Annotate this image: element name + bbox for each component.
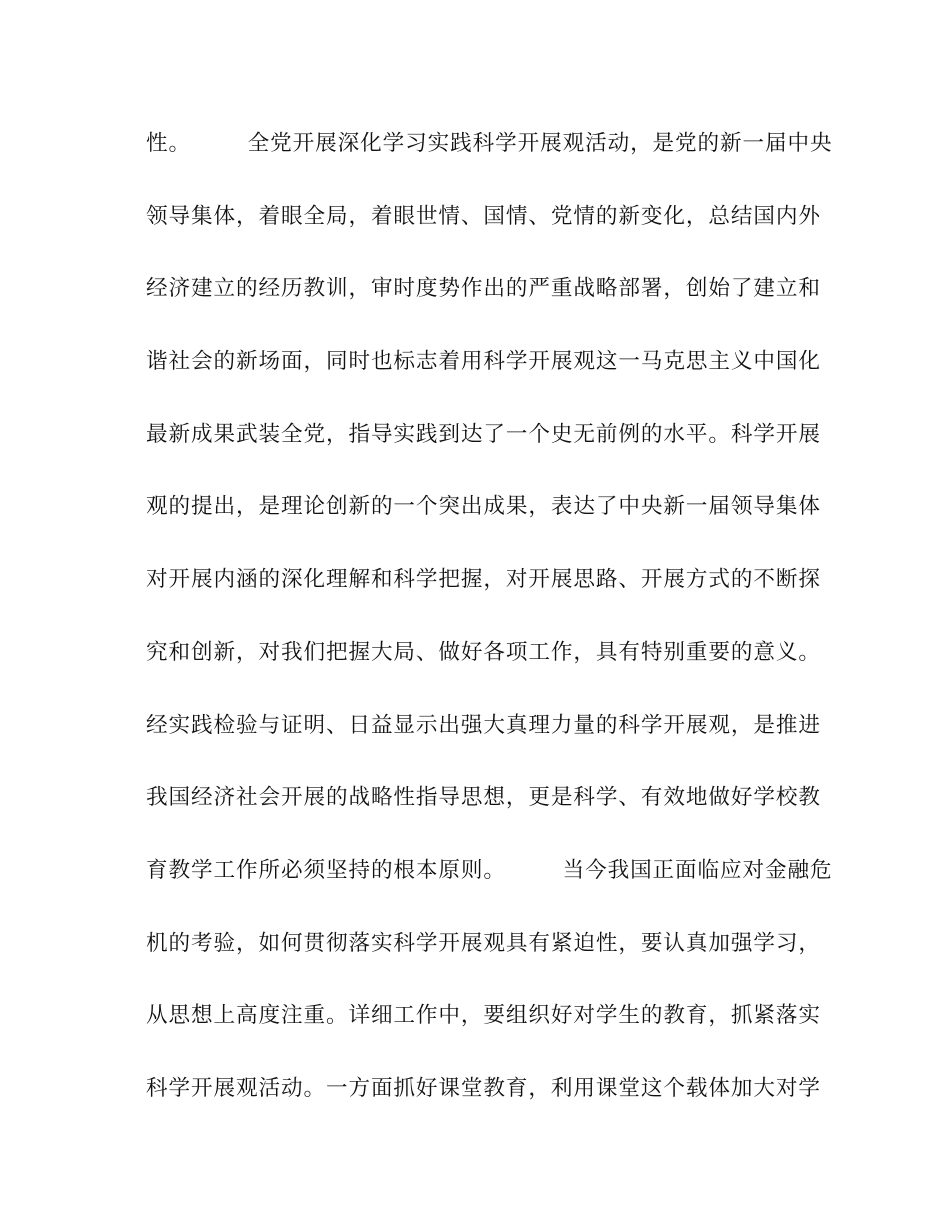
text-line: 性。 全党开展深化学习实践科学开展观活动，是党的新一届中央 — [146, 131, 833, 156]
text-line: 谐社会的新场面，同时也标志着用科学开展观这一马克思主义中国化 — [146, 349, 821, 375]
text-line: 经济建立的经历教训，审时度势作出的严重战略部署，创始了建立和 — [146, 276, 821, 302]
text-line: 究和创新，对我们把握大局、做好各项工作，具有特别重要的意义。 — [146, 639, 821, 665]
text-line: 经实践检验与证明、日益显示出强大真理力量的科学开展观，是推进 — [146, 712, 821, 738]
text-line: 我国经济社会开展的战略性指导思想，更是科学、有效地做好学校教 — [146, 785, 821, 811]
text-line: 科学开展观活动。一方面抓好课堂教育，利用课堂这个载体加大对学 — [146, 1075, 821, 1101]
body-text — [146, 122, 833, 1140]
text-line: 育教学工作所必须坚持的根本原则。 当今我国正面临应对金融危 — [146, 857, 833, 883]
text-line: 领导集体，着眼全局，着眼世情、国情、党情的新变化，总结国内外 — [146, 203, 821, 229]
text-line: 从思想上高度注重。详细工作中，要组织好对学生的教育，抓紧落实 — [146, 1003, 821, 1029]
text-line: 观的提出，是理论创新的一个突出成果，表达了中央新一届领导集体 — [146, 494, 821, 520]
text-line: 最新成果武装全党，指导实践到达了一个史无前例的水平。科学开展 — [146, 421, 821, 447]
text-line: 对开展内涵的深化理解和科学把握，对开展思路、开展方式的不断探 — [146, 567, 821, 593]
text-line: 机的考验，如何贯彻落实科学开展观具有紧迫性，要认真加强学习， — [146, 930, 821, 956]
